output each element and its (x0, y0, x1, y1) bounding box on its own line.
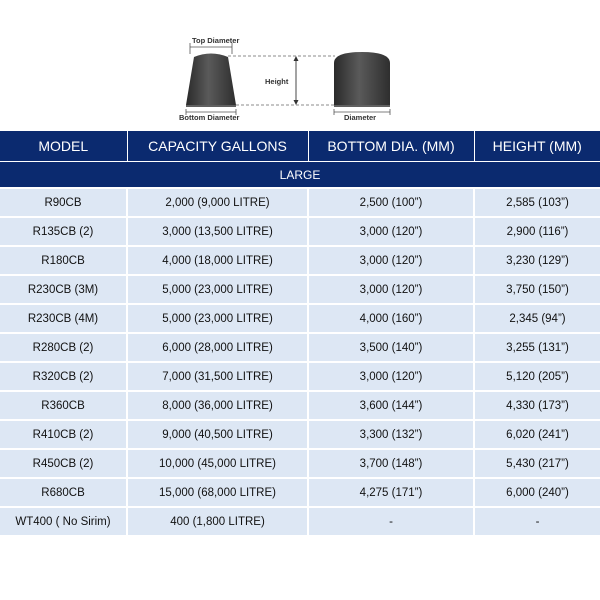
table-row (0, 391, 600, 420)
cell-model: WT400 ( No Sirim) (0, 507, 127, 536)
cell-bottom-dia: 3,500 (140”) (308, 333, 474, 362)
cell-capacity: 15,000 (68,000 LITRE) (127, 478, 308, 507)
cell-height: 4,330 (173”) (474, 391, 600, 420)
cell-model: R320CB (2) (0, 362, 127, 391)
cell-capacity: 3,000 (13,500 LITRE) (127, 217, 308, 246)
table-row (0, 507, 600, 536)
height-label: Height (265, 77, 289, 86)
cell-height: 3,750 (150”) (474, 275, 600, 304)
cell-model: R680CB (0, 478, 127, 507)
cell-model: R450CB (2) (0, 449, 127, 478)
cell-height: - (474, 507, 600, 536)
table-row (0, 304, 600, 333)
cell-height: 3,230 (129”) (474, 246, 600, 275)
cell-height: 6,020 (241”) (474, 420, 600, 449)
cell-bottom-dia: - (308, 507, 474, 536)
cell-bottom-dia: 3,000 (120”) (308, 217, 474, 246)
cell-bottom-dia: 3,700 (148”) (308, 449, 474, 478)
section-label: LARGE (0, 162, 600, 189)
cell-bottom-dia: 3,000 (120”) (308, 246, 474, 275)
cell-capacity: 6,000 (28,000 LITRE) (127, 333, 308, 362)
cell-bottom-dia: 4,000 (160”) (308, 304, 474, 333)
header-model: MODEL (0, 131, 127, 162)
table-row (0, 333, 600, 362)
header-bottom-dia: BOTTOM DIA. (MM) (308, 131, 474, 162)
table-row (0, 188, 600, 217)
tank-dimension-diagram (170, 30, 410, 126)
tank-spec-table (0, 131, 600, 537)
cell-model: R230CB (4M) (0, 304, 127, 333)
cell-height: 2,345 (94”) (474, 304, 600, 333)
cell-bottom-dia: 3,600 (144”) (308, 391, 474, 420)
cell-capacity: 8,000 (36,000 LITRE) (127, 391, 308, 420)
cell-bottom-dia: 4,275 (171”) (308, 478, 474, 507)
cell-capacity: 9,000 (40,500 LITRE) (127, 420, 308, 449)
cell-capacity: 4,000 (18,000 LITRE) (127, 246, 308, 275)
cell-capacity: 5,000 (23,000 LITRE) (127, 304, 308, 333)
cell-capacity: 10,000 (45,000 LITRE) (127, 449, 308, 478)
table-row (0, 420, 600, 449)
cell-height: 5,120 (205”) (474, 362, 600, 391)
cell-height: 6,000 (240”) (474, 478, 600, 507)
cell-model: R280CB (2) (0, 333, 127, 362)
cell-capacity: 400 (1,800 LITRE) (127, 507, 308, 536)
diameter-label: Diameter (344, 113, 377, 122)
header-height: HEIGHT (MM) (474, 131, 600, 162)
cell-bottom-dia: 3,000 (120”) (308, 362, 474, 391)
table-row (0, 362, 600, 391)
cell-capacity: 2,000 (9,000 LITRE) (127, 188, 308, 217)
cell-capacity: 5,000 (23,000 LITRE) (127, 275, 308, 304)
table-row (0, 275, 600, 304)
table-row (0, 246, 600, 275)
cell-height: 3,255 (131”) (474, 333, 600, 362)
cell-model: R360CB (0, 391, 127, 420)
tank-diagram-svg (170, 30, 410, 126)
top-diameter-label: Top Diameter (192, 36, 240, 45)
cell-height: 2,900 (116”) (474, 217, 600, 246)
table-row (0, 449, 600, 478)
cell-height: 5,430 (217”) (474, 449, 600, 478)
cylinder-tank-shape (334, 52, 390, 105)
cell-bottom-dia: 3,000 (120”) (308, 275, 474, 304)
table-row (0, 478, 600, 507)
bottom-diameter-label: Bottom Diameter (179, 113, 240, 122)
cell-model: R180CB (0, 246, 127, 275)
table-header-row (0, 131, 600, 162)
cell-model: R230CB (3M) (0, 275, 127, 304)
tapered-tank-shape (186, 54, 236, 106)
cell-model: R410CB (2) (0, 420, 127, 449)
header-capacity: CAPACITY GALLONS (127, 131, 308, 162)
cell-bottom-dia: 3,300 (132”) (308, 420, 474, 449)
cell-model: R90CB (0, 188, 127, 217)
cell-bottom-dia: 2,500 (100”) (308, 188, 474, 217)
cell-model: R135CB (2) (0, 217, 127, 246)
cell-capacity: 7,000 (31,500 LITRE) (127, 362, 308, 391)
cell-height: 2,585 (103”) (474, 188, 600, 217)
table-row (0, 217, 600, 246)
section-row (0, 162, 600, 189)
